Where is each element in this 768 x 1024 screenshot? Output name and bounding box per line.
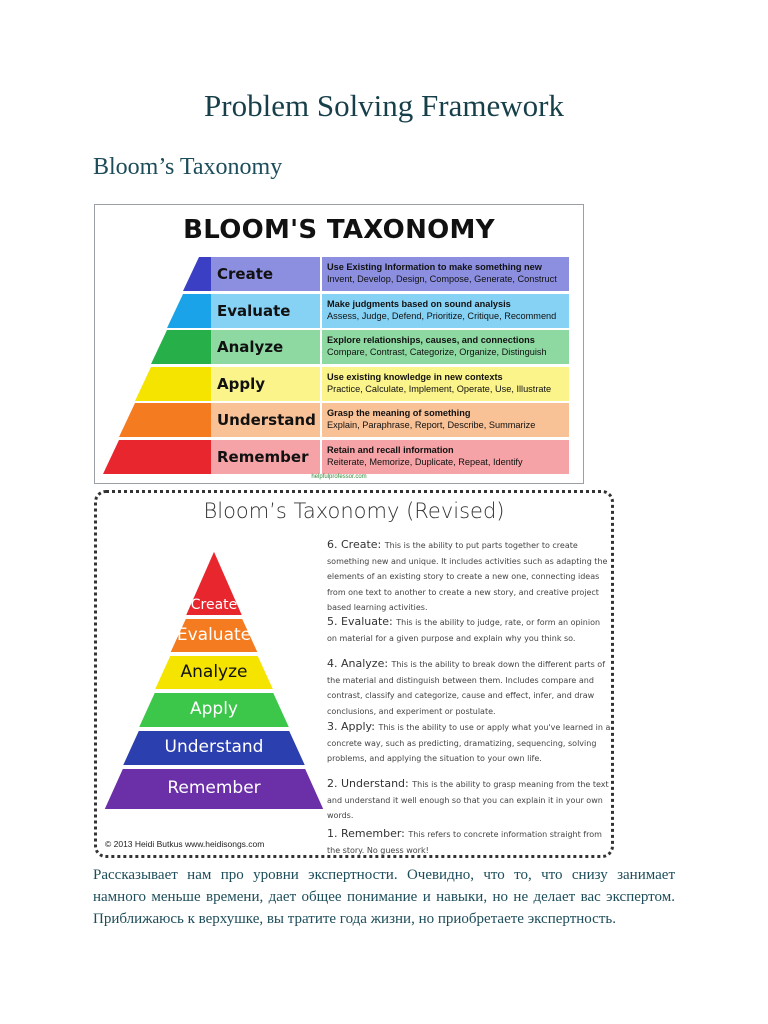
body-paragraph: Рассказывает нам про уровни экспертности. Очевидно, что то, что снизу занимает намного меньше времени, дает общее понимание и навыки, но не делает вас экспертом. Приближаюсь к верхушке, вы тратите года жизни, но приобретаете экспертность.	[93, 867, 675, 927]
tier-description-examples: Explain, Paraphrase, Report, Describe, Summarize	[327, 420, 536, 430]
pyramid-label-apply: Apply	[190, 699, 238, 720]
pyramid-label-understand: Understand	[164, 737, 264, 758]
level-description-heading: 4. Analyze:	[327, 657, 392, 670]
tier-description	[321, 257, 569, 291]
tier-name: Create	[217, 265, 274, 283]
tier-understand	[95, 403, 583, 437]
level-description-text: This is the ability to grasp meaning from the text and understand it well enough so that you can explain it in your own words.	[327, 780, 609, 820]
tier-description-heading: Use Existing Information to make something new	[327, 262, 542, 272]
level-description-heading: 3. Apply:	[327, 720, 379, 733]
tier-name: Evaluate	[217, 301, 291, 320]
level-description-text: This refers to concrete information straight from the story. No guess work!	[327, 830, 602, 855]
level-description	[327, 656, 611, 719]
tier-description-heading: Grasp the meaning of something	[327, 408, 471, 418]
tier-description	[321, 294, 569, 328]
tier-name: Apply	[217, 374, 266, 393]
pyramid-label-remember: Remember	[167, 778, 261, 799]
tier-name: Analyze	[217, 338, 284, 356]
tier-description	[321, 330, 569, 364]
level-description-heading: 6. Create:	[327, 538, 385, 551]
level-description-heading: 1. Remember:	[327, 827, 409, 840]
tier-description-examples: Compare, Contrast, Categorize, Organize, Distinguish	[327, 347, 547, 357]
tier-apply	[95, 367, 583, 401]
tier-triangle-segment	[103, 440, 211, 474]
tier-triangle-segment	[151, 330, 211, 364]
tier-description-examples: Assess, Judge, Defend, Prioritize, Critique, Recommend	[327, 310, 557, 321]
level-description	[327, 826, 611, 858]
blooms-taxonomy-figure	[94, 204, 584, 484]
tier-triangle-segment	[167, 294, 211, 328]
level-description-text: This is the ability to put parts together to create something new and unique. It includes activities such as adapting the elements of an existing story to create a new one, connecting ideas from one text to another to create a new story, and creative project based learning activities.	[327, 541, 608, 612]
tier-triangle-segment	[135, 367, 211, 401]
page-title: Problem Solving Framework	[204, 88, 564, 123]
pyramid-label-evaluate: Evaluate	[176, 624, 252, 645]
figure2-credit: © 2013 Heidi Butkus www.heidisongs.com	[105, 839, 265, 849]
level-description-text: This is the ability to use or apply what you've learned in a concrete way, such as predicting, dramatizing, sequencing, solving problems, and applying the situation to your own life.	[327, 723, 611, 763]
level-description-heading: 2. Understand:	[327, 777, 413, 790]
tier-remember	[95, 440, 583, 474]
figure1-credit: helpfulprofessor.com	[311, 474, 367, 480]
tier-description-examples: Invent, Develop, Design, Compose, Generate, Construct	[327, 274, 557, 284]
tier-description	[321, 367, 569, 401]
tier-name: Understand	[217, 411, 316, 429]
tier-description	[321, 403, 569, 437]
blooms-revised-figure	[94, 490, 614, 858]
tier-analyze	[95, 330, 583, 364]
tier-description-examples: Practice, Calculate, Implement, Operate, Use, Illustrate	[327, 383, 552, 394]
section-heading: Bloom’s Taxonomy	[93, 154, 283, 180]
level-description-text: This is the ability to break down the different parts of the material and distinguish between them. Includes compare and contrast, classify and categorize, cause and effect, infer, and draw conclusions, and experiment or postulate.	[327, 660, 606, 716]
level-description	[327, 776, 611, 824]
tier-create	[95, 257, 583, 291]
tier-description-heading: Make judgments based on sound analysis	[327, 298, 511, 309]
level-description	[327, 537, 611, 616]
level-description-heading: 5. Evaluate:	[327, 615, 397, 628]
tier-description-examples: Reiterate, Memorize, Duplicate, Repeat, Identify	[327, 456, 523, 467]
figure2-title: Bloom’s Taxonomy (Revised)	[203, 499, 505, 523]
pyramid-label-analyze: Analyze	[180, 661, 248, 682]
tier-name: Remember	[217, 447, 309, 466]
tier-description-heading: Use existing knowledge in new contexts	[327, 371, 503, 382]
tier-description	[321, 440, 569, 474]
level-description	[327, 614, 611, 646]
tier-triangle-segment	[183, 257, 211, 291]
tier-description-heading: Explore relationships, causes, and connections	[327, 335, 535, 345]
figure1-title: BLOOM'S TAXONOMY	[183, 215, 495, 245]
pyramid-label-create: Create	[190, 597, 238, 613]
tier-description-heading: Retain and recall information	[327, 444, 454, 455]
tier-triangle-segment	[119, 403, 211, 437]
level-description-text: This is the ability to judge, rate, or form an opinion on material for a given purpose and explain why you think so.	[327, 618, 601, 643]
level-description	[327, 719, 611, 767]
tier-evaluate	[95, 294, 583, 328]
